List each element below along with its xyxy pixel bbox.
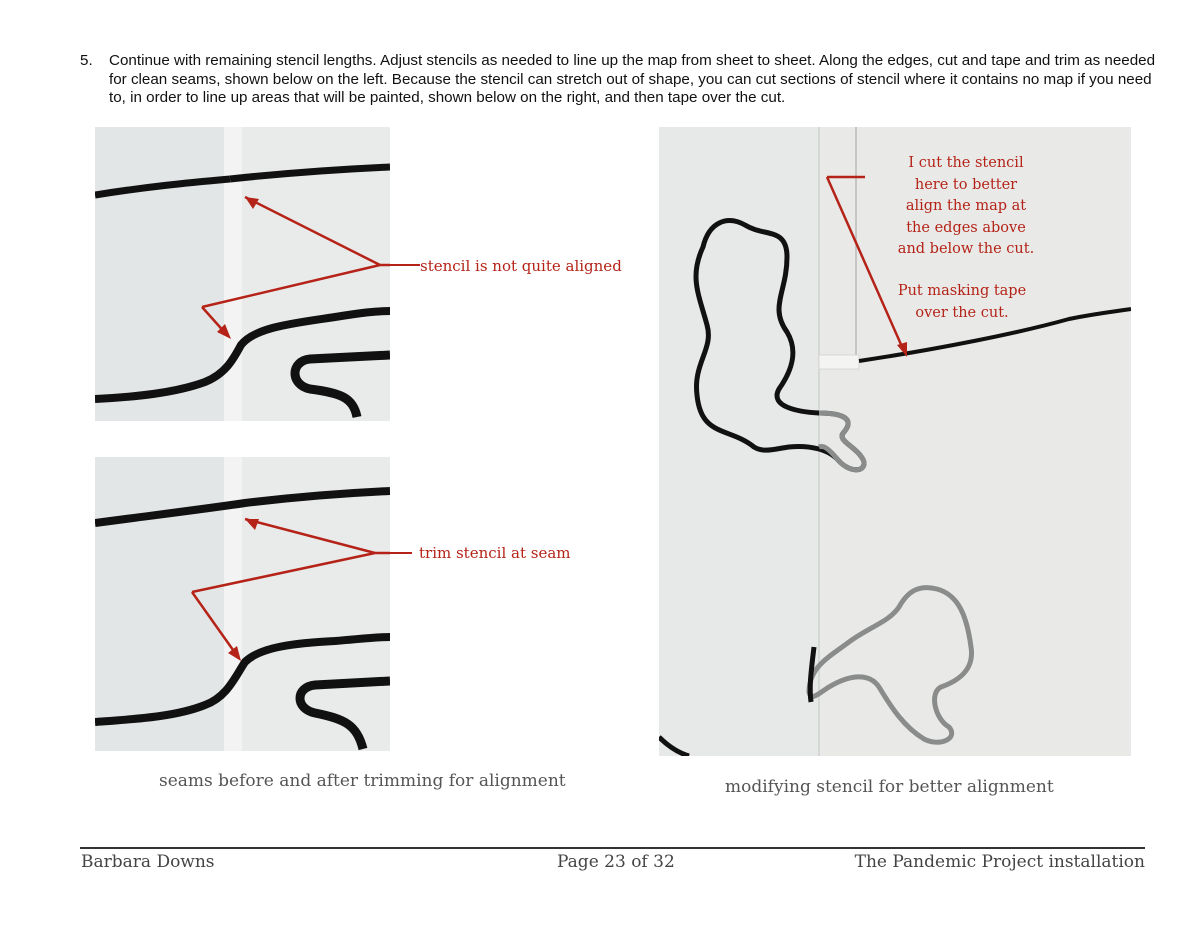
- footer-author: Barbara Downs: [81, 852, 215, 872]
- step-text: Continue with remaining stencil lengths. Adjust stencils as needed to line up the map from sheet to sheet. Along the edges, cut and tape and trim as needed for clean seams, shown below on the left. Because the stencil can stretch out of shape, you can cut sections of stencil where it contains no map if you need to, in order to line up areas that will be painted, shown below on the right, and then tape over the cut.: [109, 52, 1156, 106]
- footer-page-number: Page 23 of 32: [557, 852, 675, 872]
- note-line: here to better: [914, 176, 1018, 193]
- caption-left: seams before and after trimming for alignment: [159, 771, 566, 791]
- photo-seam-after: [95, 457, 390, 751]
- footer-project-title: The Pandemic Project installation: [854, 852, 1145, 872]
- footer-divider: [80, 847, 1145, 849]
- note-masking-tape: [862, 281, 1062, 324]
- note-line: over the cut.: [915, 304, 1009, 321]
- pointer-line-bottom: [372, 552, 412, 554]
- step-number: 5.: [80, 52, 93, 69]
- note-line: the edges above: [906, 219, 1026, 236]
- note-cut-explanation: [866, 153, 1066, 261]
- photo-seam-before: [95, 127, 390, 421]
- note-line: align the map at: [905, 198, 1027, 214]
- note-line: I cut the stencil: [908, 155, 1024, 171]
- instruction-step: [80, 52, 1160, 108]
- caption-right: modifying stencil for better alignment: [725, 777, 1054, 797]
- annotation-not-aligned: stencil is not quite aligned: [420, 257, 622, 275]
- pointer-line-top: [380, 264, 420, 266]
- annotation-trim-seam: trim stencil at seam: [419, 544, 571, 562]
- note-line: and below the cut.: [897, 241, 1035, 257]
- note-line: Put masking tape: [897, 283, 1027, 299]
